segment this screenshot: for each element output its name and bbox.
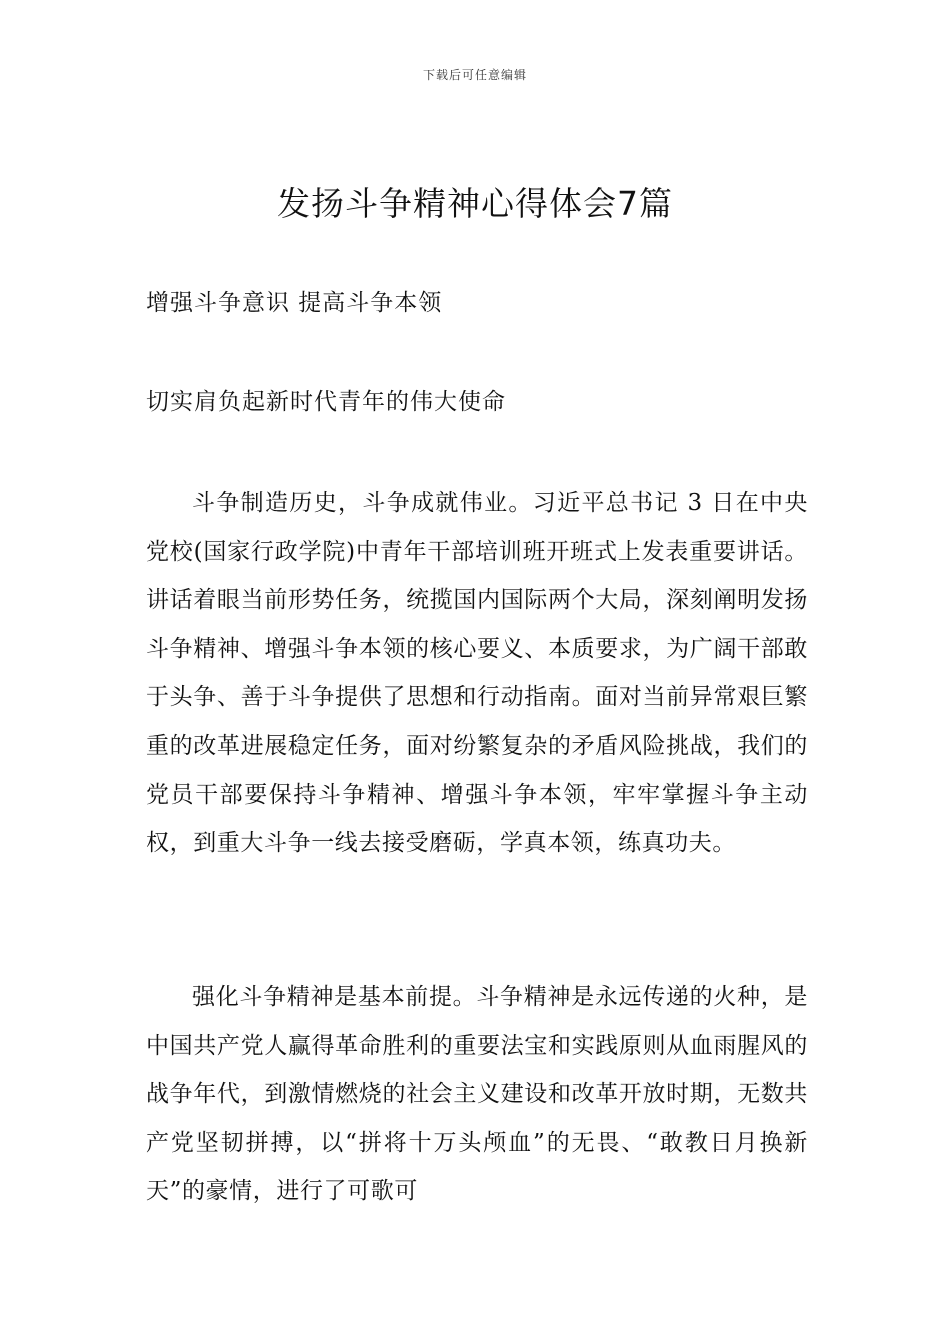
subheading-enhance-struggle: 增强斗争意识 提高斗争本领 [146,290,443,316]
body-paragraph-1: 斗争制造历史，斗争成就伟业。习近平总书记 3 日在中央党校(国家行政学院)中青年干部培训班开班式上发表重要讲话。讲话着眼当前形势任务，统揽国内国际两个大局，深刻阐明发扬斗争精神、增强斗争本领的核心要义、本质要求，为广阔干部敢于头争、善于斗争提供了思想和行动指南。面对当前异常艰巨繁重的改革进展稳定任务，面对纷繁复杂的矛盾风险挑战，我们的党员干部要保持斗争精神、增强斗争本领，牢牢掌握斗争主动权，到重大斗争一线去接受磨砺，学真本领，练真功夫。 [146,490,808,857]
body-paragraph-2: 强化斗争精神是基本前提。斗争精神是永远传递的火种，是中国共产党人赢得革命胜利的重要法宝和实践原则从血雨腥风的战争年代，到激情燃烧的社会主义建设和改革开放时期，无数共产党坚韧拼搏，以“拼将十万头颅血”的无畏、“敢教日月换新天”的豪情，进行了可歌可 [146,984,808,1205]
subheading-youth-mission: 切实肩负起新时代青年的伟大使命 [146,389,506,415]
document-title: 发扬斗争精神心得体会7篇 [277,184,673,223]
header-note: 下载后可任意编辑 [422,68,527,82]
